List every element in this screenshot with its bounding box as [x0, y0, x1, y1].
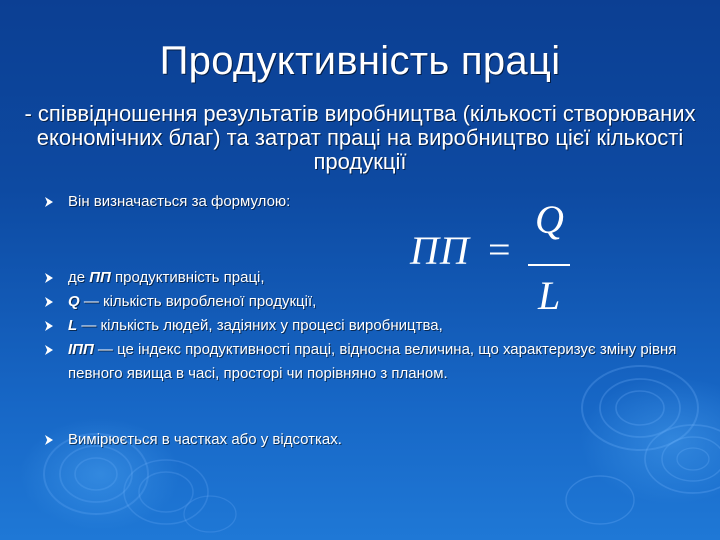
formula-denominator: L	[538, 273, 561, 318]
bullet-text-q	[68, 290, 694, 314]
bullet-item-measurement	[44, 428, 694, 452]
bullet-text-formula-intro: Він визначається за формулою:	[68, 193, 291, 210]
arrowhead-bullet-icon	[44, 196, 54, 208]
arrowhead-bullet-icon	[44, 320, 54, 332]
bullet-pp-prefix: де	[68, 269, 90, 286]
bullet-item-formula-intro	[44, 190, 694, 214]
bullet-text-pp	[68, 266, 694, 290]
bullet-q-rest: — кількість виробленої продукції,	[79, 293, 317, 310]
bullet-item-l	[44, 314, 694, 338]
bullet-l-rest: — кількість людей, задіяних у процесі виробництва,	[77, 317, 443, 334]
formula-numerator: Q	[535, 197, 564, 242]
arrowhead-bullet-icon	[44, 296, 54, 308]
slide-title: Продуктивність праці	[159, 39, 561, 83]
bullet-pp-rest: продуктивність праці,	[110, 269, 265, 286]
arrowhead-bullet-icon	[44, 272, 54, 284]
bullet-l-term: L	[68, 317, 78, 334]
bullet-q-term: Q	[68, 293, 80, 310]
bullet-pp-term: ПП	[89, 269, 111, 286]
bullet-item-ipp	[44, 338, 694, 386]
bullet-ipp-rest: — це індекс продуктивності праці, відносна величина, що характеризує зміну рівня певного явища в часі, просторі чи порівняно з планом.	[68, 341, 677, 382]
bullet-item-q	[44, 290, 694, 314]
bullet-text-ipp	[68, 338, 694, 386]
bullet-ipp-term: ІПП	[68, 341, 94, 358]
bullet-item-pp	[44, 266, 694, 290]
formula-equals: =	[488, 227, 511, 272]
arrowhead-bullet-icon	[44, 434, 54, 446]
arrowhead-bullet-icon	[44, 344, 54, 356]
formula-lhs: ПП	[410, 228, 470, 273]
definition-text: - співвідношення результатів виробництва (кількості створюваних економічних благ) та затрат праці на виробництво цієї кількості продукції	[24, 101, 696, 174]
bullet-text-l	[68, 314, 694, 338]
bullet-text-measurement: Вимірюється в частках або у відсотках.	[68, 431, 342, 448]
